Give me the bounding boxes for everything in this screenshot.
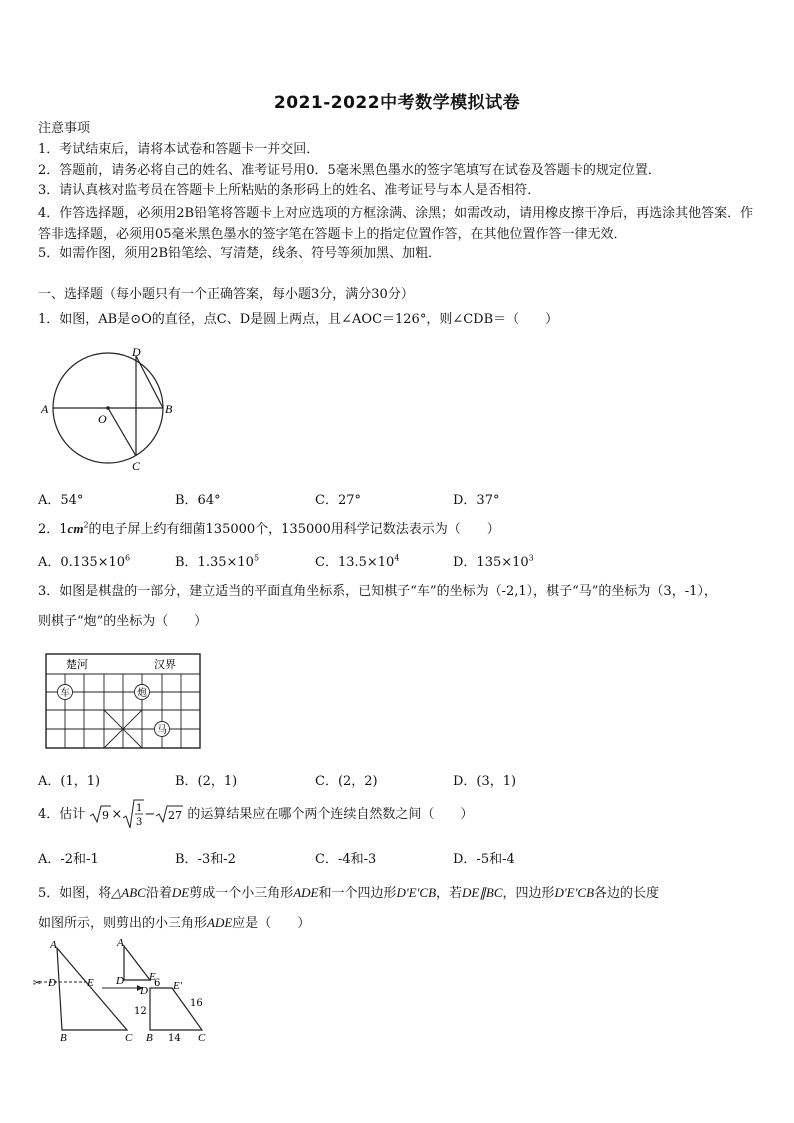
q2-stem-post: 的电子屏上约有细菌135000个，135000用科学记数法表示为（ ）	[88, 522, 500, 537]
svg-text:E: E	[149, 971, 156, 983]
svg-text:12: 12	[134, 1006, 147, 1017]
q1-option-a: A．54°	[38, 493, 84, 508]
piece-pao-label: 炮	[137, 688, 147, 699]
q2-stem-pre: 2．1	[38, 522, 68, 537]
svg-text:B: B	[60, 1032, 67, 1044]
q4-stem-pre: 4．估计	[38, 806, 86, 822]
scissors-icon: ✂	[33, 978, 42, 989]
note-item-3: 3．请认真核对监考员在答题卡上所粘贴的条形码上的姓名、准考证号与本人是否相符．	[38, 183, 541, 198]
svg-text:D: D	[116, 975, 124, 987]
svg-text:C: C	[125, 1032, 133, 1044]
q4-stem-post: 的运算结果应在哪个两个连续自然数之间（ ）	[187, 806, 474, 822]
q4-option-a: A．-2和-1	[38, 852, 99, 867]
river-right-text: 汉界	[154, 658, 176, 671]
svg-text:9: 9	[102, 808, 110, 822]
q3-chessboard-figure	[44, 652, 204, 752]
svg-text:D: D	[48, 977, 56, 989]
q2-stem	[38, 520, 500, 539]
section-heading: 一、选择题（每小题只有一个正确答案，每小题3分，满分30分）	[38, 287, 414, 302]
q3-option-b: B．(2，1)	[175, 774, 238, 789]
q4-sqrt-27	[155, 798, 183, 830]
triangle-ade	[124, 946, 150, 980]
svg-text:A: A	[117, 938, 124, 949]
q5-figure	[32, 938, 217, 1044]
notes-heading: 注意事项	[38, 121, 91, 136]
svg-text:C: C	[198, 1032, 206, 1044]
svg-text:16: 16	[190, 998, 203, 1009]
q1-option-c: C．27°	[315, 493, 361, 508]
q5-stem-line1: 5．如图，将△ABC沿着DE剪成一个小三角形ADE和一个四边形D'E'CB，若DE∥BC，四边形D'E'CB各边的长度	[38, 885, 660, 901]
svg-text:E': E'	[173, 980, 183, 992]
q2-unit: cm	[67, 521, 84, 536]
q2-unit-exp: 2	[83, 520, 89, 530]
note-item-2: 2．答题前，请务必将自己的姓名、准考证号用0．5毫米黑色墨水的签字笔填写在试卷及答题卡的规定位置．	[38, 163, 661, 178]
q1-circle-figure	[38, 344, 188, 474]
q5-stem-line2: 如图所示，则剪出的小三角形ADE应是（ ）	[38, 915, 311, 931]
q1-stem: 1．如图，AB是⊙O的直径，点C、D是圆上两点，且∠AOC＝126°，则∠CDB＝（ ）	[38, 312, 559, 327]
q3-option-a: A．(1，1)	[38, 774, 101, 789]
q2-option-a: A．$0.135\times 10^6$	[38, 553, 131, 570]
q4-minus: −	[144, 806, 156, 822]
river-left-text: 楚河	[66, 658, 88, 671]
note-item-1: 1．考试结束后，请将本试卷和答题卡一并交回．	[38, 142, 320, 157]
q2-option-b: B．$1.35\times 10^5$	[175, 553, 260, 570]
label-a: A	[41, 402, 49, 416]
q4-option-c: C．-4和-3	[315, 852, 377, 867]
piece-che-label: 车	[60, 688, 70, 699]
q4-option-b: B．-3和-2	[175, 852, 236, 867]
svg-text:E: E	[87, 977, 94, 989]
q1-option-d: D．37°	[453, 493, 500, 508]
svg-text:1: 1	[136, 803, 143, 814]
radius-oc	[108, 408, 136, 456]
q3-stem-line1: 3．如图是棋盘的一部分，建立适当的平面直角坐标系，已知棋子“车”的坐标为（-2,1），棋子“马”的坐标为（3，-1），	[38, 584, 717, 599]
q3-option-c: C．(2，2)	[315, 774, 378, 789]
q1-option-b: B．64°	[175, 493, 221, 508]
svg-text:14: 14	[168, 1033, 181, 1044]
center-point	[106, 406, 110, 410]
q3-option-d: D．(3，1)	[453, 774, 517, 789]
exam-title: 2021-2022中考数学模拟试卷	[273, 93, 521, 113]
label-c: C	[132, 459, 141, 473]
svg-text:27: 27	[168, 808, 183, 822]
svg-text:6: 6	[154, 978, 161, 989]
svg-text:A: A	[50, 939, 57, 951]
q2-option-d: D．$135\times 10^3$	[453, 553, 534, 570]
label-o: O	[98, 412, 107, 426]
q4-sqrt-frac	[122, 798, 144, 831]
note-item-5: 5．如需作图，须用2B铅笔绘、写清楚，线条、符号等须加黑、加粗．	[38, 246, 442, 261]
chord-db	[136, 356, 163, 408]
label-d: D	[132, 345, 141, 359]
label-b: B	[165, 402, 173, 416]
svg-text:D: D	[140, 985, 148, 997]
q4-option-d: D．-5和-4	[453, 852, 515, 867]
triangle-abc	[57, 948, 127, 1030]
quad-debc	[150, 988, 202, 1030]
svg-text:B: B	[146, 1032, 153, 1044]
q4-sqrt-9	[89, 798, 111, 830]
note-item-4: 4．作答选择题，必须用2B铅笔将答题卡上对应选项的方框涂满、涂黑；如需改动，请用橡皮擦干净后，再选涂其他答案．作答非选择题，必须用05毫米黑色墨水的签字笔在答题卡上的指定位置作答，在其他位置作答一律无效．	[38, 206, 754, 242]
q2-option-c: C．$13.5\times 10^4$	[315, 553, 400, 570]
piece-ma-label: 马	[157, 725, 167, 736]
q3-stem-line2: 则棋子“炮”的坐标为（ ）	[38, 614, 208, 629]
q4-stem	[38, 798, 473, 830]
svg-text:3: 3	[136, 817, 143, 828]
q4-times: ×	[111, 806, 123, 822]
